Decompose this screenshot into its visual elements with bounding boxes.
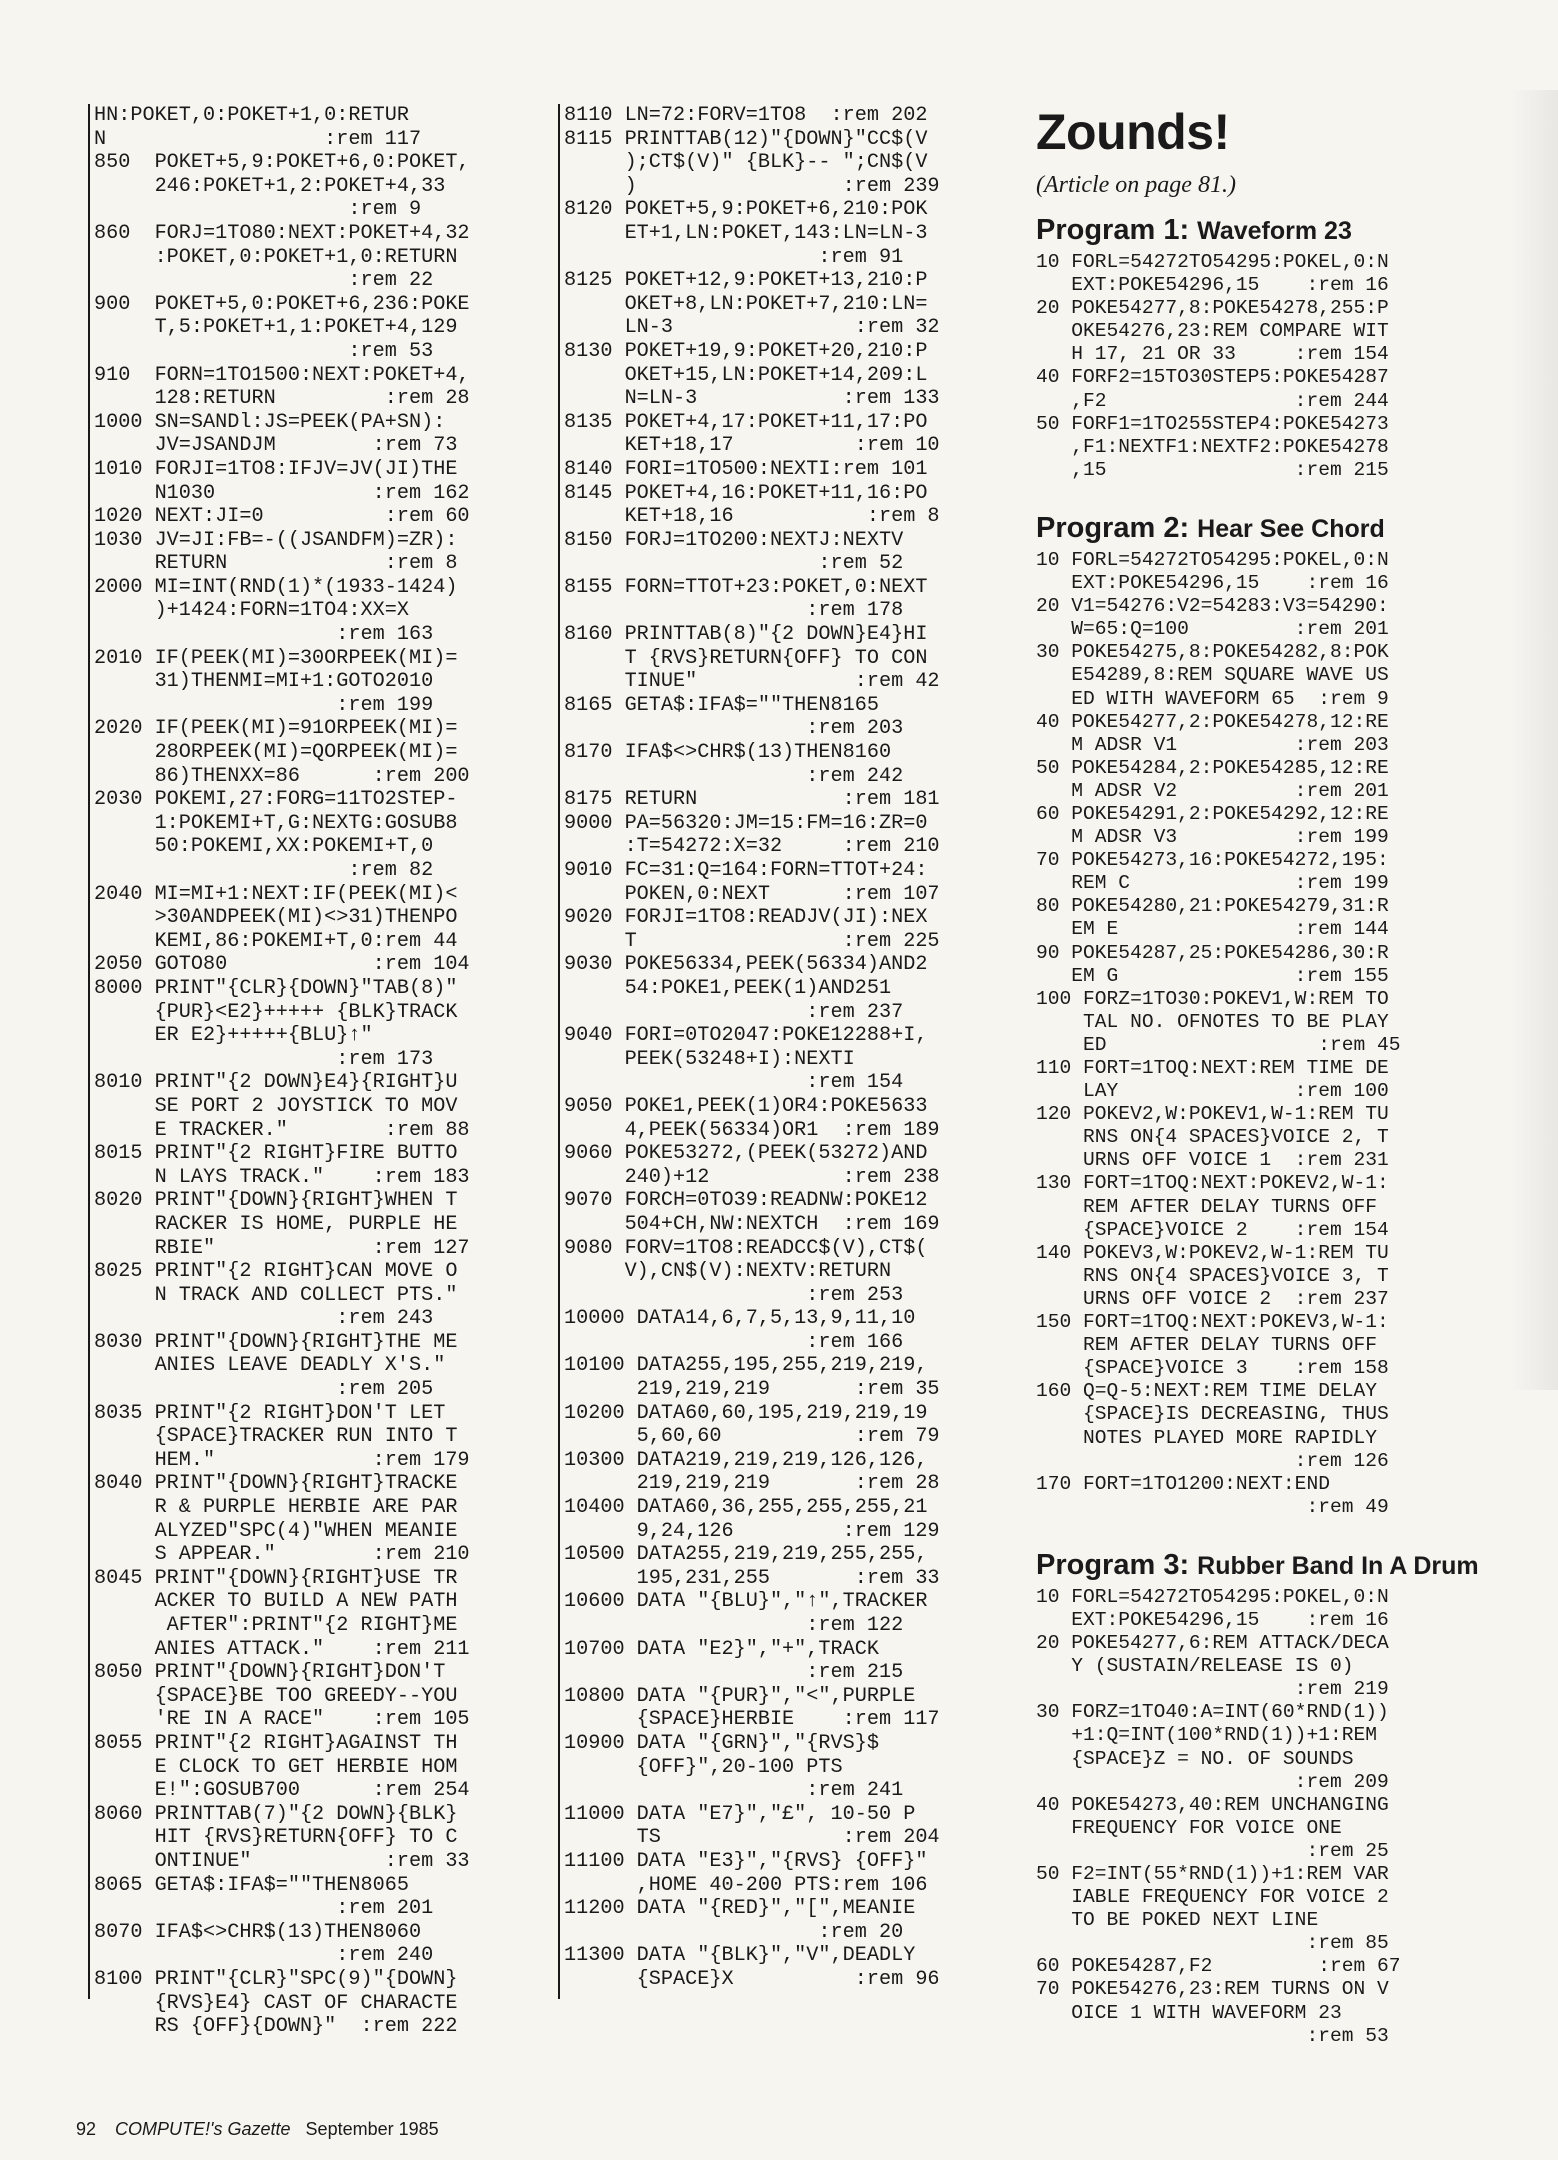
code-listing-1: HN:POKET,0:POKET+1,0:RETUR N :rem 117 850 POKET+5,9:POKET+6,0:POKET, 246:POKET+1,2:POKET+4,33 :rem 9 860 FORJ=1TO80:NEXT:POKET+4,32 :POKET,0:POKET+1,0:RETURN :rem 22 900 POKET+5,0:POKET+6,236:POKE T,5:POKET+1,1:POKET+4,129 :rem 53 910 FORN=1TO1500:NEXT:POKET+4, 128:RETURN :rem 28 1000 SN=SANDl:JS=PEEK(PA+SN): JV=JSANDJM :rem 73 1010 FORJI=1TO8:IFJV=JV(JI)THE N1030 :rem 162 1020 NEXT:JI=0 :rem 60 1030 JV=JI:FB=-((JSANDFM)=ZR): RETURN :rem 8 2000 MI=INT(RND(1)*(1933-1424) )+1424:FORN=1TO4:XX=X :rem 163 2010 IF(PEEK(MI)=30ORPEEK(MI)= 31)THENMI=MI+1:GOTO2010 :rem 199 2020 IF(PEEK(MI)=91ORPEEK(MI)= 28ORPEEK(MI)=QORPEEK(MI)= 86)THENXX=86 :rem 200 2030 POKEMI,27:FORG=11TO2STEP- 1:POKEMI+T,G:NEXTG:GOSUB8 50:POKEMI,XX:POKEMI+T,0 :rem 82 2040 MI=MI+1:NEXT:IF(PEEK(MI)< >30ANDPEEK(MI)<>31)THENPO KEMI,86:POKEMI+T,0:rem 44 2050 GOTO80 :rem 104 8000 PRINT"{CLR}{DOWN}"TAB(8)" {PUR}<E2}+++++ {BLK}TRACK ER E2}+++++{BLU}↑" :rem 173 8010 PRINT"{2 DOWN}E4}{RIGHT}U SE PORT 2 JOYSTICK TO MOV E TRACKER." :rem 88 8015 PRINT"{2 RIGHT}FIRE BUTTO N LAYS TRACK." :rem 183 8020 PRINT"{DOWN}{RIGHT}WHEN T RACKER IS HOME, PURPLE HE RBIE" :rem 127 8025 PRINT"{2 RIGHT}CAN MOVE O N TRACK AND COLLECT PTS." :rem 243 8030 PRINT"{DOWN}{RIGHT}THE ME ANIES LEAVE DEADLY X'S." :rem 205 8035 PRINT"{2 RIGHT}DON'T LET {SPACE}TRACKER RUN INTO T HEM." :rem 179 8040 PRINT"{DOWN}{RIGHT}TRACKE R & PURPLE HERBIE ARE PAR ALYZED"SPC(4)"WHEN MEANIE S APPEAR." :rem 210 8045 PRINT"{DOWN}{RIGHT}USE TR ACKER TO BUILD A NEW PATH AFTER":PRINT"{2 RIGHT}ME ANIES ATTACK." :rem 211 8050 PRINT"{DOWN}{RIGHT}DON'T {SPACE}BE TOO GREEDY--YOU 'RE IN A RACE" :rem 105 8055 PRINT"{2 RIGHT}AGAINST TH E CLOCK TO GET HERBIE HOM E!":GOSUB700 :rem 254 8060 PRINTTAB(7)"{2 DOWN}{BLK} HIT {RVS}RETURN{OFF} TO C ONTINUE" :rem 33 8065 GETA$:IFA$=""THEN8065 :rem 201 8070 IFA$<>CHR$(13)THEN8060 :rem 240 8100 PRINT"{CLR}"SPC(9)"{DOWN} {RVS}E4} CAST OF CHARACTE RS {OFF}{DOWN}" :rem 222 xyxy=(94,104,470,2039)
program-code: 10 FORL=54272TO54295:POKEL,0:N EXT:POKE54296,15 :rem 16 20 V1=54276:V2=54283:V3=54290: W=65:Q=100 :rem 201 30 POKE54275,8:POKE54282,8:POK E54289,8:REM SQUARE WAVE US ED WITH WAVEFORM 65 :rem 9 40 POKE54277,2:POKE54278,12:RE M ADSR V1 :rem 203 50 POKE54284,2:POKE54285,12:RE M ADSR V2 :rem 201 60 POKE54291,2:POKE54292,12:RE M ADSR V3 :rem 199 70 POKE54273,16:POKE54272,195: REM C :rem 199 80 POKE54280,21:POKE54279,31:R EM E :rem 144 90 POKE54287,25:POKE54286,30:R EM G :rem 155 100 FORZ=1TO30:POKEV1,W:REM TO TAL NO. OFNOTES TO BE PLAY ED :rem 45 110 FORT=1TOQ:NEXT:REM TIME DE LAY :rem 100 120 POKEV2,W:POKEV1,W-1:REM TU RNS ON{4 SPACES}VOICE 2, T URNS OFF VOICE 1 :rem 231 130 FORT=1TOQ:NEXT:POKEV2,W-1: REM AFTER DELAY TURNS OFF {SPACE}VOICE 2 :rem 154 140 POKEV3,W:POKEV2,W-1:REM TU RNS ON{4 SPACES}VOICE 3, T URNS OFF VOICE 2 :rem 237 150 FORT=1TOQ:NEXT:POKEV3,W-1: REM AFTER DELAY TURNS OFF {SPACE}VOICE 3 :rem 158 160 Q=Q-5:NEXT:REM TIME DELAY {SPACE}IS DECREASING, THUS NOTES PLAYED MORE RAPIDLY :rem 126 170 FORT=1TO1200:NEXT:END :rem 49 xyxy=(1036,548,1401,1518)
code-listing-2: 8110 LN=72:FORV=1TO8 :rem 202 8115 PRINTTAB(12)"{DOWN}"CC$(V );CT$(V)" {BLK}-- ";CN$(V ) :rem 239 8120 POKET+5,9:POKET+6,210:POK ET+1,LN:POKET,143:LN=LN-3 :rem 91 8125 POKET+12,9:POKET+13,210:P OKET+8,LN:POKET+7,210:LN= LN-3 :rem 32 8130 POKET+19,9:POKET+20,210:P OKET+15,LN:POKET+14,209:L N=LN-3 :rem 133 8135 POKET+4,17:POKET+11,17:PO KET+18,17 :rem 10 8140 FORI=1TO500:NEXTI:rem 101 8145 POKET+4,16:POKET+11,16:PO KET+18,16 :rem 8 8150 FORJ=1TO200:NEXTJ:NEXTV :rem 52 8155 FORN=TTOT+23:POKET,0:NEXT :rem 178 8160 PRINTTAB(8)"{2 DOWN}E4}HI T {RVS}RETURN{OFF} TO CON TINUE" :rem 42 8165 GETA$:IFA$=""THEN8165 :rem 203 8170 IFA$<>CHR$(13)THEN8160 :rem 242 8175 RETURN :rem 181 9000 PA=56320:JM=15:FM=16:ZR=0 :T=54272:X=32 :rem 210 9010 FC=31:Q=164:FORN=TTOT+24: POKEN,0:NEXT :rem 107 9020 FORJI=1TO8:READJV(JI):NEX T :rem 225 9030 POKE56334,PEEK(56334)AND2 54:POKE1,PEEK(1)AND251 :rem 237 9040 FORI=0TO2047:POKE12288+I, PEEK(53248+I):NEXTI :rem 154 9050 POKE1,PEEK(1)OR4:POKE5633 4,PEEK(56334)OR1 :rem 189 9060 POKE53272,(PEEK(53272)AND 240)+12 :rem 238 9070 FORCH=0TO39:READNW:POKE12 504+CH,NW:NEXTCH :rem 169 9080 FORV=1TO8:READCC$(V),CT$( V),CN$(V):NEXTV:RETURN :rem 253 10000 DATA14,6,7,5,13,9,11,10 :rem 166 10100 DATA255,195,255,219,219, 219,219,219 :rem 35 10200 DATA60,60,195,219,219,19 5,60,60 :rem 79 10300 DATA219,219,219,126,126, 219,219,219 :rem 28 10400 DATA60,36,255,255,255,21 9,24,126 :rem 129 10500 DATA255,219,219,255,255, 195,231,255 :rem 33 10600 DATA "{BLU}","↑",TRACKER :rem 122 10700 DATA "E2}","+",TRACK :rem 215 10800 DATA "{PUR}","<",PURPLE {SPACE}HERBIE :rem 117 10900 DATA "{GRN}","{RVS}$ {OFF}",20-100 PTS :rem 241 11000 DATA "E7}","£", 10-50 P TS :rem 204 11100 DATA "E3}","{RVS} {OFF}" ,HOME 40-200 PTS:rem 106 11200 DATA "{RED}","[",MEANIE :rem 20 11300 DATA "{BLK}","V",DEADLY {SPACE}X :rem 96 xyxy=(564,104,940,1991)
program-label: Program 3: xyxy=(1036,1548,1190,1581)
program-2 xyxy=(1036,512,1506,1519)
program-code: 10 FORL=54272TO54295:POKEL,0:N EXT:POKE54296,15 :rem 16 20 POKE54277,8:POKE54278,255:P OKE54276,23:REM COMPARE WIT H 17, 21 OR 33 :rem 154 40 FORF2=15TO30STEP5:POKE54287 ,F2 :rem 244 50 FORF1=1TO255STEP4:POKE54273 ,F1:NEXTF1:NEXTF2:POKE54278 ,15 :rem 215 xyxy=(1036,251,1389,481)
program-name: Waveform 23 xyxy=(1197,217,1352,245)
program-name: Hear See Chord xyxy=(1197,514,1385,543)
issue-date: September 1985 xyxy=(305,2119,439,2139)
program-1 xyxy=(1036,214,1506,482)
program-code: 10 FORL=54272TO54295:POKEL,0:N EXT:POKE54296,15 :rem 16 20 POKE54277,6:REM ATTACK/DECA Y (SUSTAIN/RELEASE IS 0) :rem 219 30 FORZ=1TO40:A=INT(60*RND(1)) +1:Q=INT(100*RND(1))+1:REM {SPACE}Z = NO. OF SOUNDS :rem 209 40 POKE54273,40:REM UNCHANGING FREQUENCY FOR VOICE ONE :rem 25 50 F2=INT(55*RND(1))+1:REM VAR IABLE FREQUENCY FOR VOICE 2 TO BE POKED NEXT LINE :rem 85 60 POKE54287,F2 :rem 67 70 POKE54276,23:REM TURNS ON V OICE 1 WITH WAVEFORM 23 :rem 53 xyxy=(1036,1585,1401,2047)
code-column-1 xyxy=(88,104,540,2039)
page-edge-shadow xyxy=(1510,90,1558,1390)
program-3 xyxy=(1036,1549,1506,2048)
program-heading xyxy=(1036,512,1506,545)
page-footer xyxy=(76,2119,439,2140)
article-title: Zounds! xyxy=(1036,104,1230,160)
code-column-2 xyxy=(558,104,1026,1999)
program-heading xyxy=(1036,214,1506,247)
program-label: Program 2: xyxy=(1036,511,1190,544)
page-number: 92 xyxy=(76,2119,97,2139)
program-label: Program 1: xyxy=(1036,214,1190,246)
article-reference: (Article on page 81.) xyxy=(1036,172,1236,198)
magazine-name: COMPUTE!'s Gazette xyxy=(115,2119,291,2139)
program-name: Rubber Band In A Drum xyxy=(1197,1551,1479,1580)
program-heading xyxy=(1036,1549,1506,1582)
article-column xyxy=(1036,104,1506,2048)
